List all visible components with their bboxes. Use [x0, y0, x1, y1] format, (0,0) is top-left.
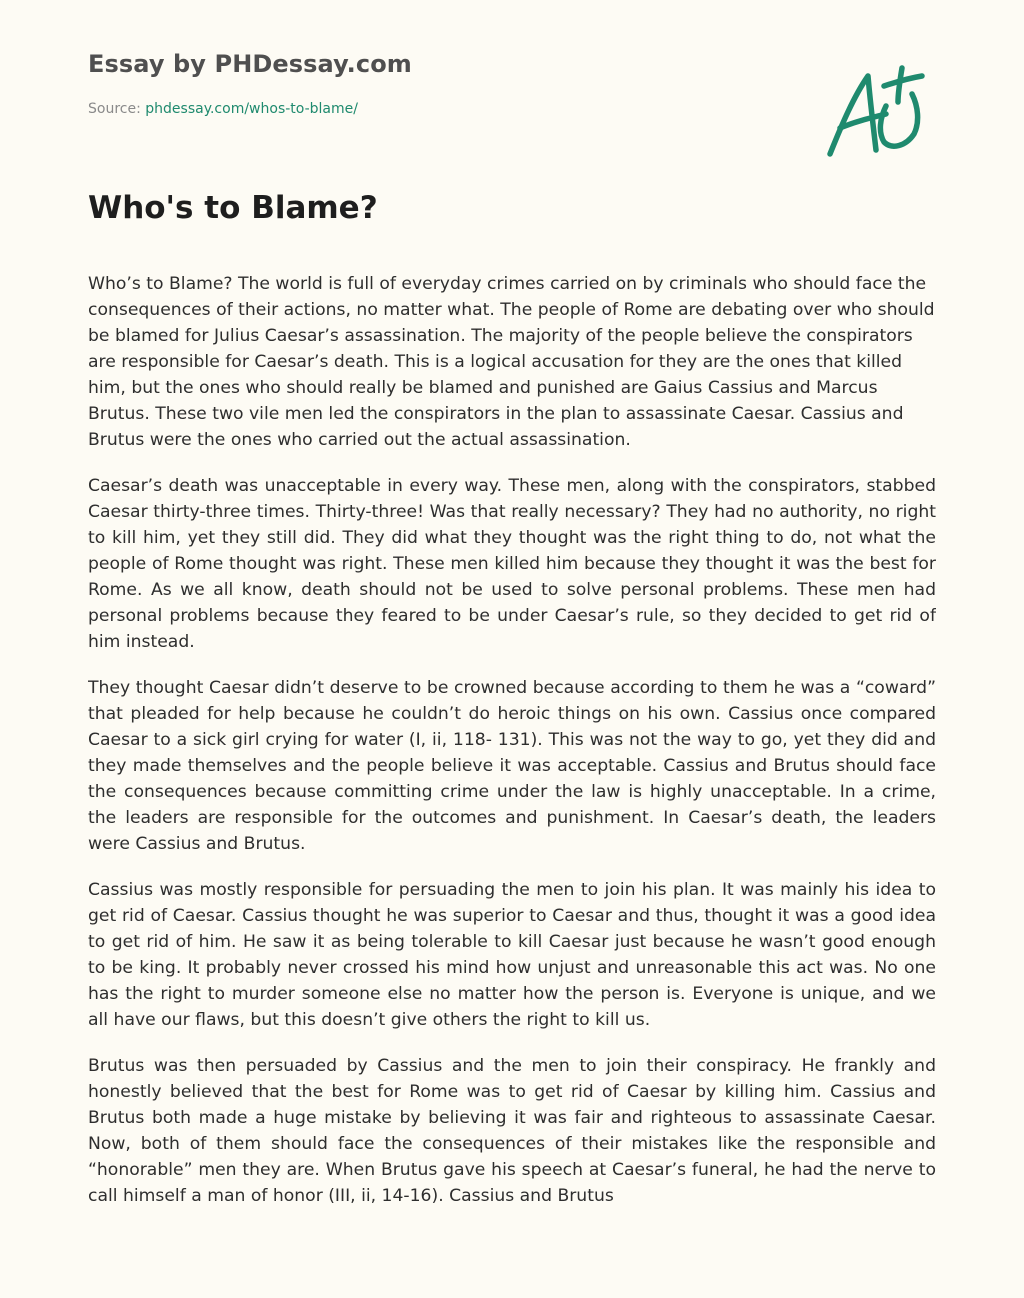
- essay-paragraph: Cassius was mostly responsible for persuading the men to join his plan. It was mainly his idea to get rid of Caesar. Cassius thought he was superior to Caesar and thus, thought it was a good idea to get rid of him. He saw it as being tolerable to kill Caesar just because he wasn’t good enough to be king. It probably never crossed his mind how unjust and unreasonable this act was. No one has the right to murder someone else no matter how the person is. Everyone is unique, and we all have our flaws, but this doesn’t give others the right to kill us.: [88, 880, 936, 1030]
- site-title: Essay by PHDessay.com: [88, 50, 412, 78]
- source-label: Source:: [88, 101, 146, 117]
- a-plus-logo-icon: [822, 62, 932, 162]
- essay-body: [88, 271, 936, 1298]
- source-line: [88, 101, 358, 117]
- source-link[interactable]: phdessay.com/whos-to-blame/: [145, 101, 358, 117]
- essay-title: Who's to Blame?: [88, 190, 378, 226]
- essay-paragraph: Caesar’s death was unacceptable in every way. These men, along with the conspirators, stabbed Caesar thirty-three times. Thirty-three! Was that really necessary? They had no authority, no right to kill him, yet they still did. They did what they thought was the right thing to do, not what the people of Rome thought was right. These men killed him because they thought it was the best for Rome. As we all know, death should not be used to solve personal problems. These men had personal problems because they feared to be under Caesar’s rule, so they decided to get rid of him instead.: [88, 476, 936, 652]
- essay-paragraph: They thought Caesar didn’t deserve to be crowned because according to them he was a “coward” that pleaded for help because he couldn’t do heroic things on his own. Cassius once compared Caesar to a sick girl crying for water (I, ii, 118- 131). This was not the way to go, yet they did and they made themselves and the people believe it was acceptable. Cassius and Brutus should face the consequences because committing crime under the law is highly unacceptable. In a crime, the leaders are responsible for the outcomes and punishment. In Caesar’s death, the leaders were Cassius and Brutus.: [88, 678, 936, 854]
- essay-paragraph: Who’s to Blame? The world is full of everyday crimes carried on by criminals who should face the consequences of their actions, no matter what. The people of Rome are debating over who should be blamed for Julius Caesar’s assassination. The majority of the people believe the conspirators are responsible for Caesar’s death. This is a logical accusation for they are the ones that killed him, but the ones who should really be blamed and punished are Gaius Cassius and Marcus Brutus. These two vile men led the conspirators in the plan to assassinate Caesar. Cassius and Brutus were the ones who carried out the actual assassination.: [88, 274, 935, 450]
- essay-paragraph: Brutus was then persuaded by Cassius and the men to join their conspiracy. He frankly and honestly believed that the best for Rome was to get rid of Caesar by killing him. Cassius and Brutus both made a huge mistake by believing it was fair and righteous to assassinate Caesar. Now, both of them should face the consequences of their mistakes like the responsible and “honorable” men they are. When Brutus gave his speech at Caesar’s funeral, he had the nerve to call himself a man of honor (III, ii, 14-16). Cassius and Brutus: [88, 1056, 936, 1206]
